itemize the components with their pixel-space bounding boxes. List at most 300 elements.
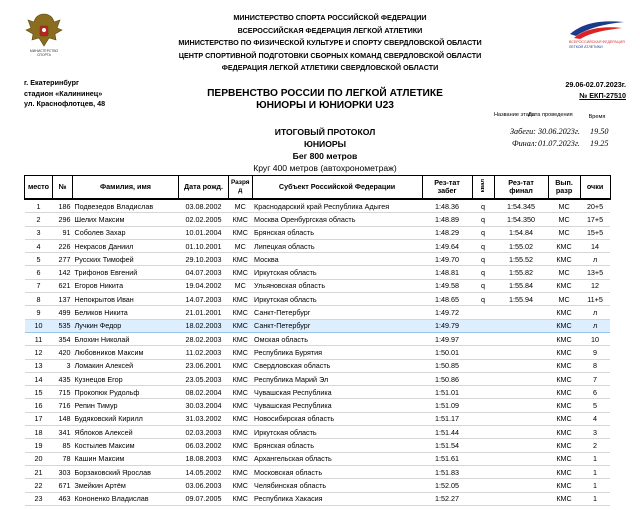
rank-cell: КМС xyxy=(229,213,253,226)
points-cell: л xyxy=(580,319,610,332)
points-cell: 5 xyxy=(580,399,610,412)
place-cell: 23 xyxy=(25,492,53,505)
event-dates: 29.06-02.07.2023г. xyxy=(565,80,626,89)
athlete-name-cell: Яблоков Алексей xyxy=(73,426,179,439)
athlete-name-cell: Подвезедов Владислав xyxy=(73,199,179,213)
birth-date-cell: 23.05.2003 xyxy=(179,372,229,385)
rank-cell: КМС xyxy=(229,465,253,478)
event-title-line: ПЕРВЕНСТВО РОССИИ ПО ЛЕГКОЙ АТЛЕТИКЕ xyxy=(207,88,443,99)
heat-result-cell: 1:49.64 xyxy=(422,239,472,252)
region-cell: Ульяновская область xyxy=(252,279,422,292)
points-cell: 1 xyxy=(580,465,610,478)
points-cell: л xyxy=(580,306,610,319)
athlete-name-cell: Беликов Никита xyxy=(73,306,179,319)
schedule-date: 30.06.2023г. xyxy=(538,127,580,136)
final-result-cell: 1:55.52 xyxy=(494,253,548,266)
ministry-emblem-icon xyxy=(22,10,66,60)
region-cell: Омская область xyxy=(252,332,422,345)
schedule-time: 19.25 xyxy=(590,139,609,148)
points-cell: 4 xyxy=(580,412,610,425)
heat-result-cell: 1:49.70 xyxy=(422,253,472,266)
org-line: ФЕДЕРАЦИЯ ЛЕГКОЙ АТЛЕТИКИ СВЕРДЛОВСКОЙ ОБЛАСТИ xyxy=(221,63,439,73)
achieved-rank-cell: КМС xyxy=(548,346,580,359)
place-cell: 2 xyxy=(25,213,53,226)
place-cell: 10 xyxy=(25,319,53,332)
heat-result-cell: 1:48.81 xyxy=(422,266,472,279)
points-cell: 6 xyxy=(580,386,610,399)
qual-cell xyxy=(472,426,494,439)
athlete-name-cell: Кононенко Владислав xyxy=(73,492,179,505)
birth-date-cell: 04.07.2003 xyxy=(179,266,229,279)
heat-result-cell: 1:49.79 xyxy=(422,319,472,332)
table-row[interactable] xyxy=(25,226,611,239)
qual-cell xyxy=(472,372,494,385)
points-cell: 9 xyxy=(580,346,610,359)
org-line: ЦЕНТР СПОРТИВНОЙ ПОДГОТОВКИ СБОРНЫХ КОМАНД СВЕРДЛОВСКОЙ ОБЛАСТИ xyxy=(178,50,482,60)
final-result-cell xyxy=(494,465,548,478)
bib-cell: 463 xyxy=(53,492,73,505)
athlete-name-cell: Егоров Никита xyxy=(73,279,179,292)
bib-cell: 716 xyxy=(53,399,73,412)
region-cell: Архангельская область xyxy=(252,452,422,465)
region-cell: Свердловская область xyxy=(252,359,422,372)
rank-cell: МС xyxy=(229,279,253,292)
region-cell: Республика Бурятия xyxy=(252,346,422,359)
table-row[interactable] xyxy=(25,279,611,292)
bib-cell: 535 xyxy=(53,319,73,332)
region-cell: Республика Хакасия xyxy=(252,492,422,505)
table-row[interactable] xyxy=(25,399,611,412)
protocol-lap-info: Круг 400 метров (автохронометраж) xyxy=(253,163,397,173)
qual-cell xyxy=(472,332,494,345)
points-cell: 1 xyxy=(580,452,610,465)
athlete-name-cell: Змейкин Артём xyxy=(73,479,179,492)
svg-text:СПОРТА: СПОРТА xyxy=(37,53,51,57)
qual-cell: q xyxy=(472,266,494,279)
birth-date-cell: 14.05.2002 xyxy=(179,465,229,478)
bib-cell: 420 xyxy=(53,346,73,359)
region-cell: Москва xyxy=(252,253,422,266)
qual-cell xyxy=(472,346,494,359)
bib-cell: 226 xyxy=(53,239,73,252)
place-cell: 8 xyxy=(25,293,53,306)
table-row[interactable] xyxy=(25,213,611,226)
final-result-cell: 1:55.02 xyxy=(494,239,548,252)
birth-date-cell: 11.02.2003 xyxy=(179,346,229,359)
achieved-rank-cell: КМС xyxy=(548,439,580,452)
bib-cell: 303 xyxy=(53,465,73,478)
rank-cell: КМС xyxy=(229,452,253,465)
place-cell: 4 xyxy=(25,239,53,252)
birth-date-cell: 28.02.2003 xyxy=(179,332,229,345)
table-row[interactable] xyxy=(25,452,611,465)
event-title xyxy=(190,88,460,111)
rank-cell: КМС xyxy=(229,253,253,266)
heat-result-cell: 1:51.83 xyxy=(422,465,472,478)
birth-date-cell: 30.03.2004 xyxy=(179,399,229,412)
org-line: МИНИСТЕРСТВО СПОРТА РОССИЙСКОЙ ФЕДЕРАЦИИ xyxy=(233,13,427,22)
final-result-cell xyxy=(494,386,548,399)
place-cell: 12 xyxy=(25,346,53,359)
rank-cell: КМС xyxy=(229,372,253,385)
bib-cell: 671 xyxy=(53,479,73,492)
col-header-qual xyxy=(472,176,494,200)
birth-date-cell: 18.02.2003 xyxy=(179,319,229,332)
col-header-bib: № xyxy=(53,176,73,200)
birth-date-cell: 03.08.2002 xyxy=(179,199,229,213)
bib-cell: 715 xyxy=(53,386,73,399)
final-result-cell xyxy=(494,332,548,345)
col-header-place: место xyxy=(25,176,53,200)
bib-cell: 621 xyxy=(53,279,73,292)
bib-cell: 3 xyxy=(53,359,73,372)
final-result-cell: 1:55.82 xyxy=(494,266,548,279)
table-row[interactable] xyxy=(25,439,611,452)
qual-cell xyxy=(472,319,494,332)
region-cell: Чувашская Республика xyxy=(252,399,422,412)
athlete-name-cell: Любовников Максим xyxy=(73,346,179,359)
bib-cell: 148 xyxy=(53,412,73,425)
athlete-name-cell: Некрасов Даниил xyxy=(73,239,179,252)
achieved-rank-cell: КМС xyxy=(548,465,580,478)
table-row[interactable] xyxy=(25,306,611,319)
birth-date-cell: 23.06.2001 xyxy=(179,359,229,372)
athlete-name-cell: Русских Тимофей xyxy=(73,253,179,266)
athlete-name-cell: Будяковский Кирилл xyxy=(73,412,179,425)
place-cell: 11 xyxy=(25,332,53,345)
col-header-points: очки xyxy=(580,176,610,200)
rank-cell: КМС xyxy=(229,346,253,359)
birth-date-cell: 18.08.2003 xyxy=(179,452,229,465)
final-result-cell xyxy=(494,479,548,492)
venue-block xyxy=(24,78,105,110)
place-cell: 7 xyxy=(25,279,53,292)
bib-cell: 341 xyxy=(53,426,73,439)
achieved-rank-cell: КМС xyxy=(548,492,580,505)
rank-cell: КМС xyxy=(229,412,253,425)
points-cell: 10 xyxy=(580,332,610,345)
region-cell: Чувашская Республика xyxy=(252,386,422,399)
region-cell: Челябинская область xyxy=(252,479,422,492)
achieved-rank-cell: КМС xyxy=(548,372,580,385)
achieved-rank-cell: КМС xyxy=(548,386,580,399)
rank-cell: КМС xyxy=(229,479,253,492)
region-cell: Иркутская область xyxy=(252,293,422,306)
qual-cell xyxy=(472,306,494,319)
col-header-done: Вып. разр xyxy=(548,176,580,200)
qual-cell xyxy=(472,412,494,425)
heat-result-cell: 1:50.85 xyxy=(422,359,472,372)
table-row[interactable] xyxy=(25,253,611,266)
heat-result-cell: 1:49.58 xyxy=(422,279,472,292)
rank-cell: КМС xyxy=(229,439,253,452)
points-cell: 15+5 xyxy=(580,226,610,239)
achieved-rank-cell: МС xyxy=(548,213,580,226)
achieved-rank-cell: КМС xyxy=(548,426,580,439)
table-row[interactable] xyxy=(25,359,611,372)
bib-cell: 137 xyxy=(53,293,73,306)
final-result-cell: 1:54.350 xyxy=(494,213,548,226)
birth-date-cell: 06.03.2002 xyxy=(179,439,229,452)
heat-result-cell: 1:51.01 xyxy=(422,386,472,399)
points-cell: 12 xyxy=(580,279,610,292)
schedule-stage: Финал: xyxy=(512,139,538,148)
rank-cell: МС xyxy=(229,199,253,213)
rank-cell: КМС xyxy=(229,306,253,319)
achieved-rank-cell: КМС xyxy=(548,253,580,266)
protocol-title: ИТОГОВЫЙ ПРОТОКОЛ xyxy=(274,127,376,137)
achieved-rank-cell: МС xyxy=(548,266,580,279)
place-cell: 5 xyxy=(25,253,53,266)
region-cell: Московская область xyxy=(252,465,422,478)
org-line: МИНИСТЕРСТВО ПО ФИЗИЧЕСКОЙ КУЛЬТУРЕ И СПОРТУ СВЕРДЛОВСКОЙ ОБЛАСТИ xyxy=(178,38,482,48)
region-cell: Республика Марий Эл xyxy=(252,372,422,385)
athlete-name-cell: Прокопюк Рудольф xyxy=(73,386,179,399)
heat-result-cell: 1:51.09 xyxy=(422,399,472,412)
birth-date-cell: 21.01.2001 xyxy=(179,306,229,319)
points-cell: 11+5 xyxy=(580,293,610,306)
region-cell: Брянская область xyxy=(252,226,422,239)
col-header-final: Рез-тат финал xyxy=(494,176,548,200)
protocol-group: ЮНИОРЫ xyxy=(303,139,347,149)
final-result-cell: 1:55.84 xyxy=(494,279,548,292)
region-cell: Санкт-Петербург xyxy=(252,319,422,332)
place-cell: 21 xyxy=(25,465,53,478)
table-header-row xyxy=(25,176,611,200)
qual-cell: q xyxy=(472,199,494,213)
logo-text: ВСЕРОССИЙСКАЯ ФЕДЕРАЦИЯ xyxy=(569,40,625,44)
results-table xyxy=(24,175,611,506)
qual-cell xyxy=(472,452,494,465)
qual-header-text: квал xyxy=(480,179,487,193)
qual-cell: q xyxy=(472,279,494,292)
bib-cell: 277 xyxy=(53,253,73,266)
heat-result-cell: 1:48.36 xyxy=(422,199,472,213)
heat-result-cell: 1:49.72 xyxy=(422,306,472,319)
qual-cell: q xyxy=(472,293,494,306)
final-result-cell xyxy=(494,372,548,385)
table-row[interactable] xyxy=(25,465,611,478)
rank-cell: КМС xyxy=(229,359,253,372)
athletics-federation-logo-icon xyxy=(566,16,626,50)
points-cell: л xyxy=(580,253,610,266)
points-cell: 17+5 xyxy=(580,213,610,226)
final-result-cell: 1:54.345 xyxy=(494,199,548,213)
final-result-cell xyxy=(494,452,548,465)
bib-cell: 186 xyxy=(53,199,73,213)
qual-cell xyxy=(472,386,494,399)
birth-date-cell: 01.10.2001 xyxy=(179,239,229,252)
bib-cell: 85 xyxy=(53,439,73,452)
schedule-stage: Забеги: xyxy=(510,127,536,136)
place-cell: 18 xyxy=(25,426,53,439)
athlete-name-cell: Трифонов Евгений xyxy=(73,266,179,279)
region-cell: Иркутская область xyxy=(252,266,422,279)
achieved-rank-cell: КМС xyxy=(548,279,580,292)
achieved-rank-cell: МС xyxy=(548,199,580,213)
bib-cell: 142 xyxy=(53,266,73,279)
schedule-header-time: Время xyxy=(588,114,606,120)
birth-date-cell: 02.02.2005 xyxy=(179,213,229,226)
athlete-name-cell: Репин Тимур xyxy=(73,399,179,412)
region-cell: Липецкая область xyxy=(252,239,422,252)
table-row[interactable] xyxy=(25,239,611,252)
achieved-rank-cell: МС xyxy=(548,226,580,239)
final-result-cell: 1:54.84 xyxy=(494,226,548,239)
table-row[interactable] xyxy=(25,426,611,439)
bib-cell: 354 xyxy=(53,332,73,345)
schedule-date: 01.07.2023г. xyxy=(538,139,580,148)
heat-result-cell: 1:49.97 xyxy=(422,332,472,345)
heat-result-cell: 1:50.86 xyxy=(422,372,472,385)
qual-cell: q xyxy=(472,239,494,252)
final-result-cell: 1:55.94 xyxy=(494,293,548,306)
place-cell: 14 xyxy=(25,372,53,385)
organizers-block xyxy=(120,12,540,75)
athlete-name-cell: Ломакин Алексей xyxy=(73,359,179,372)
bib-cell: 91 xyxy=(53,226,73,239)
table-row[interactable] xyxy=(25,319,611,332)
org-line: ВСЕРОССИЙСКАЯ ФЕДЕРАЦИЯ ЛЕГКОЙ АТЛЕТИКИ xyxy=(237,25,423,35)
birth-date-cell: 19.04.2002 xyxy=(179,279,229,292)
achieved-rank-cell: КМС xyxy=(548,479,580,492)
birth-date-cell: 31.03.2002 xyxy=(179,412,229,425)
rank-cell: КМС xyxy=(229,319,253,332)
achieved-rank-cell: КМС xyxy=(548,239,580,252)
birth-date-cell: 14.07.2003 xyxy=(179,293,229,306)
bib-cell: 78 xyxy=(53,452,73,465)
achieved-rank-cell: КМС xyxy=(548,399,580,412)
birth-date-cell: 29.10.2003 xyxy=(179,253,229,266)
achieved-rank-cell: КМС xyxy=(548,359,580,372)
athlete-name-cell: Соболев Захар xyxy=(73,226,179,239)
col-header-name: Фамилия, имя xyxy=(73,176,179,200)
event-title-line: ЮНИОРЫ И ЮНИОРКИ U23 xyxy=(256,99,394,111)
rank-cell: КМС xyxy=(229,332,253,345)
table-row[interactable] xyxy=(25,266,611,279)
points-cell: 1 xyxy=(580,479,610,492)
schedule-time: 19.50 xyxy=(590,127,609,136)
rank-cell: КМС xyxy=(229,399,253,412)
place-cell: 16 xyxy=(25,399,53,412)
table-row[interactable] xyxy=(25,199,611,213)
rank-cell: КМС xyxy=(229,492,253,505)
athlete-name-cell: Кузнецов Егор xyxy=(73,372,179,385)
svg-text:МИНИСТЕРСТВО: МИНИСТЕРСТВО xyxy=(29,49,59,53)
place-cell: 9 xyxy=(25,306,53,319)
final-result-cell xyxy=(494,439,548,452)
schedule-header-stage: Название этапа xyxy=(494,112,536,118)
schedule-header-date: Дата проведения xyxy=(528,112,573,118)
points-cell: 7 xyxy=(580,372,610,385)
points-cell: 8 xyxy=(580,359,610,372)
heat-result-cell: 1:51.54 xyxy=(422,439,472,452)
table-row[interactable] xyxy=(25,386,611,399)
rank-cell: МС xyxy=(229,239,253,252)
birth-date-cell: 09.07.2005 xyxy=(179,492,229,505)
final-result-cell xyxy=(494,399,548,412)
col-header-dob: Дата рожд. xyxy=(179,176,229,200)
points-cell: 3 xyxy=(580,426,610,439)
rank-cell: КМС xyxy=(229,226,253,239)
birth-date-cell: 08.02.2004 xyxy=(179,386,229,399)
region-cell: Иркутская область xyxy=(252,426,422,439)
heat-result-cell: 1:48.65 xyxy=(422,293,472,306)
heat-result-cell: 1:51.61 xyxy=(422,452,472,465)
heat-result-cell: 1:48.89 xyxy=(422,213,472,226)
final-result-cell xyxy=(494,306,548,319)
venue-stadium: стадион «Калининец» xyxy=(24,88,103,98)
athlete-name-cell: Кашин Максим xyxy=(73,452,179,465)
heat-result-cell: 1:52.05 xyxy=(422,479,472,492)
heat-result-cell: 1:51.17 xyxy=(422,412,472,425)
birth-date-cell: 02.03.2003 xyxy=(179,426,229,439)
logo-text: ЛЕГКОЙ АТЛЕТИКИ xyxy=(569,45,603,49)
place-cell: 15 xyxy=(25,386,53,399)
achieved-rank-cell: КМС xyxy=(548,332,580,345)
place-cell: 17 xyxy=(25,412,53,425)
table-row[interactable] xyxy=(25,346,611,359)
achieved-rank-cell: КМС xyxy=(548,452,580,465)
protocol-event: Бег 800 метров xyxy=(292,151,358,161)
qual-cell: q xyxy=(472,253,494,266)
final-result-cell xyxy=(494,492,548,505)
final-result-cell xyxy=(494,319,548,332)
achieved-rank-cell: КМС xyxy=(548,412,580,425)
points-cell: 20+5 xyxy=(580,199,610,213)
final-result-cell xyxy=(494,426,548,439)
qual-cell xyxy=(472,465,494,478)
region-cell: Краснодарский край Республика Адыгея xyxy=(252,199,422,213)
athlete-name-cell: Блохин Николай xyxy=(73,332,179,345)
final-result-cell xyxy=(494,346,548,359)
birth-date-cell: 03.06.2003 xyxy=(179,479,229,492)
achieved-rank-cell: МС xyxy=(548,293,580,306)
table-row[interactable] xyxy=(25,492,611,505)
table-row[interactable] xyxy=(25,412,611,425)
col-header-rank: Разря д xyxy=(229,176,253,200)
bib-cell: 499 xyxy=(53,306,73,319)
place-cell: 1 xyxy=(25,199,53,213)
bib-cell: 435 xyxy=(53,372,73,385)
place-cell: 22 xyxy=(25,479,53,492)
col-header-heat: Рез-тат забег xyxy=(422,176,472,200)
table-row[interactable] xyxy=(25,332,611,345)
qual-cell: q xyxy=(472,213,494,226)
rank-cell: КМС xyxy=(229,426,253,439)
region-cell: Санкт-Петербург xyxy=(252,306,422,319)
place-cell: 13 xyxy=(25,359,53,372)
table-row[interactable] xyxy=(25,293,611,306)
athlete-name-cell: Шелих Максим xyxy=(73,213,179,226)
athlete-name-cell: Борзаковский Ярослав xyxy=(73,465,179,478)
table-row[interactable] xyxy=(25,372,611,385)
table-row[interactable] xyxy=(25,479,611,492)
place-cell: 20 xyxy=(25,452,53,465)
rank-cell: КМС xyxy=(229,266,253,279)
final-result-cell xyxy=(494,412,548,425)
ekp-number: № ЕКП-27510 xyxy=(579,90,626,100)
points-cell: 13+5 xyxy=(580,266,610,279)
region-cell: Москва Оренбургская область xyxy=(252,213,422,226)
qual-cell: q xyxy=(472,226,494,239)
achieved-rank-cell: КМС xyxy=(548,319,580,332)
points-cell: 2 xyxy=(580,439,610,452)
heat-result-cell: 1:52.27 xyxy=(422,492,472,505)
event-dates-block xyxy=(565,80,626,101)
athlete-name-cell: Костылев Максим xyxy=(73,439,179,452)
athlete-name-cell: Лучкин Федор xyxy=(73,319,179,332)
